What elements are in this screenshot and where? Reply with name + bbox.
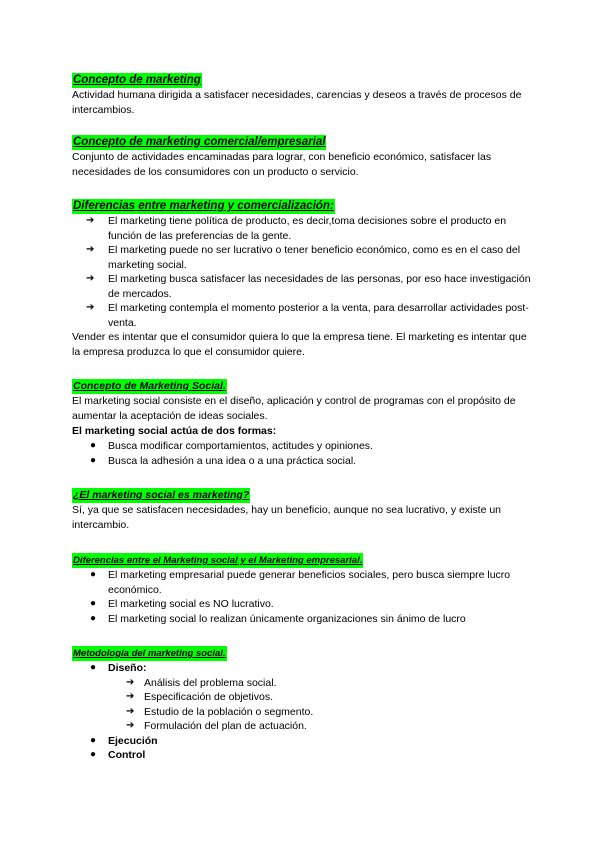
section-heading: Metodología del marketing social. <box>73 648 226 659</box>
paragraph: Sí, ya que se satisfacen necesidades, hay un beneficio, aunque no sea lucrativo, y existe un intercambio. <box>72 504 502 531</box>
arrow-icon: ➔ <box>86 302 95 313</box>
section-diferencias-comercializacion <box>72 196 532 360</box>
paragraph: Actividad humana dirigida a satisfacer necesidades, carencias y deseos a través de procesos de intercambios. <box>72 89 522 116</box>
bullet-icon: ● <box>90 749 97 760</box>
section-marketing-comercial <box>72 132 532 180</box>
arrow-icon: ➔ <box>86 244 95 255</box>
list-item: ● Busca la adhesión a una idea o a una práctica social. <box>90 454 357 467</box>
list-item: ➔ Especificación de objetivos. <box>126 691 273 703</box>
bullet-icon: ● <box>90 440 97 451</box>
list-item: ● El marketing social lo realizan únicamente organizaciones sin ánimo de lucro <box>90 612 466 625</box>
list-item: ➔ El marketing puede no ser lucrativo o tener beneficio económico, como es en el caso del marketing social. <box>86 244 521 271</box>
bullet-icon: ● <box>90 734 97 746</box>
section-heading: Diferencias entre el Marketing social y el Marketing empresarial. <box>73 555 363 566</box>
list-item: ● El marketing social es NO lucrativo. <box>90 598 274 610</box>
list-item-ejecucion: ● Ejecución <box>90 734 158 747</box>
list-item: ➔ El marketing tiene política de producto, es decir,toma decisiones sobre el producto en función de las preferencias de la gente. <box>86 215 507 242</box>
arrow-icon: ➔ <box>126 720 135 731</box>
bullet-icon: ● <box>90 569 97 580</box>
arrow-list <box>72 214 532 330</box>
section-heading: Diferencias entre marketing y comercialización: <box>73 200 334 212</box>
paragraph: Vender es intentar que el consumidor quiera lo que la empresa tiene. El marketing es intentar que la empresa produzca lo que el consumidor quiere. <box>72 331 527 358</box>
list-item-diseno: ● Diseño: <box>90 662 147 674</box>
list-item: ➔ Estudio de la población o segmento. <box>126 705 314 718</box>
section-heading: ¿El marketing social es marketing? <box>73 489 250 501</box>
bullet-icon: ● <box>90 662 97 673</box>
bullet-icon: ● <box>90 454 97 466</box>
bullet-icon: ● <box>90 612 97 624</box>
section-heading: Concepto de marketing comercial/empresarial <box>73 136 326 148</box>
section-diferencias-social-empresarial <box>72 550 532 626</box>
paragraph: Conjunto de actividades encaminadas para lograr, con beneficio económico, satisfacer las necesidades de los consumidores con un producto o servicio. <box>72 151 492 178</box>
arrow-icon: ➔ <box>126 691 135 702</box>
list-item: ➔ El marketing busca satisfacer las necesidades de las personas, por eso hace investigación de mercados. <box>86 273 531 300</box>
section-marketing-social <box>72 376 532 468</box>
list-item: ➔ Formulación del plan de actuación. <box>126 720 307 732</box>
bullet-icon: ● <box>90 598 97 609</box>
list-item: ➔ Análisis del problema social. <box>126 676 277 689</box>
bullet-list <box>72 734 532 763</box>
section-heading: Concepto de Marketing Social. <box>73 380 226 392</box>
list-item: ➔ El marketing contempla el momento posterior a la venta, para desarrollar actividades post-venta. <box>86 302 529 329</box>
list-item: ● Busca modificar comportamientos, actitudes y opiniones. <box>90 440 373 452</box>
list-item: ● El marketing empresarial puede generar beneficios sociales, pero busca siempre lucro económico. <box>90 569 511 596</box>
section-heading: Concepto de marketing <box>73 74 201 86</box>
section-social-es-marketing <box>72 485 532 533</box>
arrow-icon: ➔ <box>86 215 95 226</box>
bold-subheading: El marketing social actúa de dos formas: <box>72 425 277 437</box>
arrow-icon: ➔ <box>126 676 135 688</box>
paragraph: El marketing social consiste en el diseño, aplicación y control de programas con el propósito de aumentar la aceptación de ideas sociales. <box>72 395 516 422</box>
bullet-list <box>72 661 532 676</box>
arrow-sublist <box>72 676 532 734</box>
arrow-icon: ➔ <box>86 273 95 284</box>
bullet-list <box>72 568 532 626</box>
list-item-control: ● Control <box>90 749 146 761</box>
arrow-icon: ➔ <box>126 705 135 717</box>
document-page <box>72 70 532 763</box>
bullet-list <box>72 439 532 468</box>
section-metodologia <box>72 643 532 763</box>
section-concepto-marketing <box>72 70 532 118</box>
